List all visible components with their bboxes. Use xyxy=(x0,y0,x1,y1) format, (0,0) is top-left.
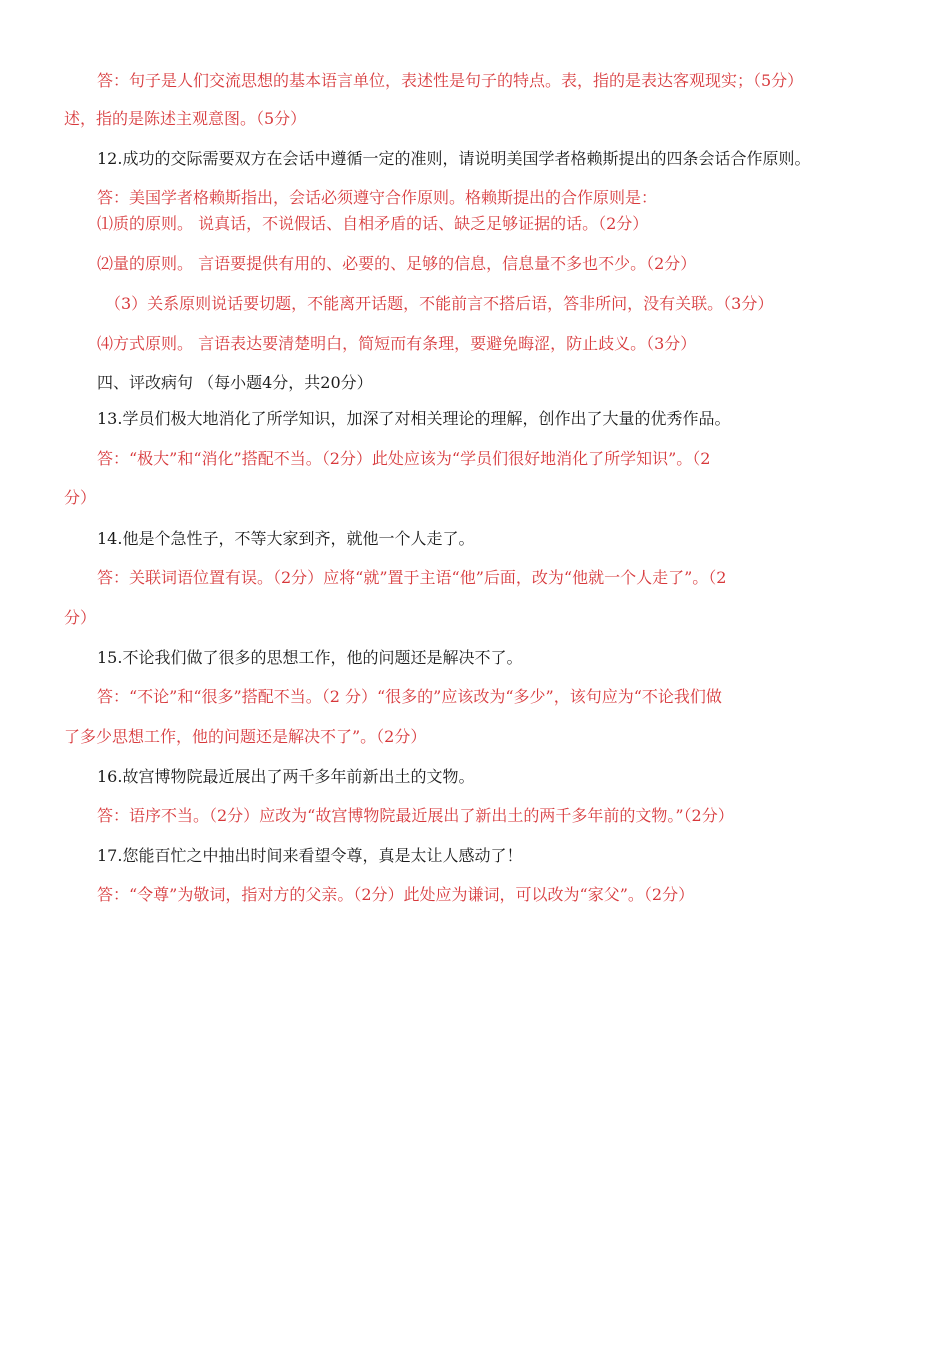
question-17: 17.您能百忙之中抽出时间来看望令尊，真是太让人感动了！ xyxy=(97,846,523,865)
answer-13-line-1: 答：“极大”和“消化”搭配不当。（2分）此处应该为“学员们很好地消化了所学知识”。（2 xyxy=(97,449,711,468)
answer-15-line-2: 了多少思想工作，他的问题还是解决不了”。（2分） xyxy=(64,727,427,746)
question-15: 15.不论我们做了很多的思想工作，他的问题还是解决不了。 xyxy=(97,648,523,667)
answer-12-quantity: ⑵量的原则。 言语要提供有用的、必要的、足够的信息，信息量不多也不少。（2分） xyxy=(97,254,697,273)
answer-11-line-1: 答：句子是人们交流思想的基本语言单位，表述性是句子的特点。表，指的是表达客观现实；（5分） xyxy=(97,71,804,90)
question-16: 16.故宫博物院最近展出了两千多年前新出土的文物。 xyxy=(97,767,475,786)
question-13: 13.学员们极大地消化了所学知识，加深了对相关理论的理解，创作出了大量的优秀作品。 xyxy=(97,409,731,428)
answer-14-line-2: 分） xyxy=(64,608,97,627)
question-14: 14.他是个急性子，不等大家到齐，就他一个人走了。 xyxy=(97,529,475,548)
question-12: 12.成功的交际需要双方在会话中遵循一定的准则，请说明美国学者格赖斯提出的四条会话合作原则。 xyxy=(97,149,811,168)
answer-11-line-2: 述，指的是陈述主观意图。（5分） xyxy=(64,109,307,128)
answer-16: 答：语序不当。（2分）应改为“故宫博物院最近展出了新出土的两千多年前的文物。”（2分） xyxy=(97,806,734,825)
answer-12-manner: ⑷方式原则。 言语表达要清楚明白，简短而有条理，要避免晦涩，防止歧义。（3分） xyxy=(97,334,697,353)
answer-15-line-1: 答：“不论”和“很多”搭配不当。（2 分）“很多的”应该改为“多少”，该句应为“不论我们做 xyxy=(97,687,722,706)
answer-12-relation: （3）关系原则说话要切题，不能离开话题，不能前言不搭后语，答非所问，没有关联。（3分） xyxy=(105,294,774,313)
answer-12-quality: ⑴质的原则。 说真话，不说假话、自相矛盾的话、缺乏足够证据的话。（2分） xyxy=(97,214,649,233)
answer-14-line-1: 答：关联词语位置有误。（2分）应将“就”置于主语“他”后面，改为“他就一个人走了”。（2 xyxy=(97,568,727,587)
section-4-heading: 四、评改病句 （每小题4分，共20分） xyxy=(97,373,373,392)
answer-13-line-2: 分） xyxy=(64,488,97,507)
answer-17: 答：“令尊”为敬词，指对方的父亲。（2分）此处应为谦词，可以改为“家父”。（2分） xyxy=(97,885,695,904)
answer-12-intro: 答：美国学者格赖斯指出，会话必须遵守合作原则。格赖斯提出的合作原则是： xyxy=(97,188,658,207)
